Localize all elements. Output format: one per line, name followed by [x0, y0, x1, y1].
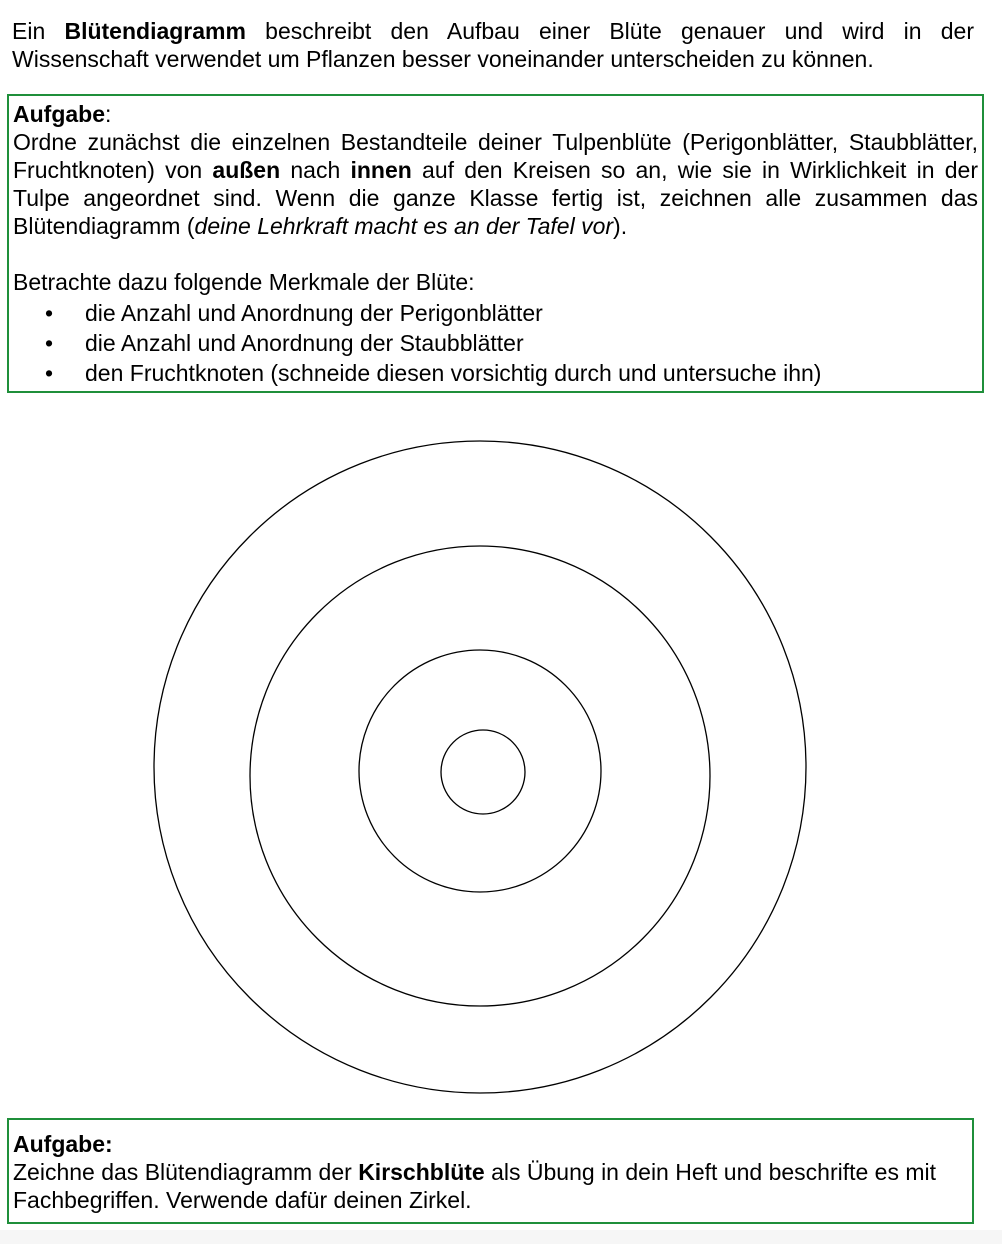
- task1-word-innen: innen: [350, 157, 412, 183]
- task2-text-b: als Übung in dein Heft und beschrifte es mit: [484, 1159, 937, 1185]
- task-box-cherry: [7, 1118, 974, 1224]
- paragraph-spacer: [13, 240, 978, 268]
- circle-outer: [154, 441, 806, 1093]
- bullet-icon: •: [45, 300, 54, 326]
- intro-part1: Ein: [12, 18, 65, 44]
- list-item-text: den Fruchtknoten (schneide diesen vorsichtig durch und untersuche ihn): [85, 360, 822, 386]
- task1-text-d: ).: [613, 213, 628, 239]
- task2-text-a: Zeichne das Blütendiagramm der: [13, 1159, 359, 1185]
- list-item: [13, 328, 978, 358]
- feature-list: [13, 298, 978, 388]
- list-item-text: die Anzahl und Anordnung der Staubblätter: [85, 330, 524, 356]
- page-bottom-strip: [0, 1230, 1002, 1244]
- task1-text-c: auf den Kreisen so an, wie sie in Wirklichkeit in der Tulpe angeordnet sind. Wenn die ganze Klasse fertig ist, zeichnen alle zusammen das Blütendiagramm (: [13, 157, 979, 239]
- circle-inner: [441, 730, 525, 814]
- task1-heading-line: [13, 100, 978, 128]
- circle-second: [250, 546, 710, 1006]
- task2-line1: [13, 1158, 968, 1186]
- bullet-icon: •: [45, 360, 54, 386]
- task1-heading: Aufgabe: [13, 101, 105, 127]
- task-box-tulip: [7, 94, 984, 393]
- task1-text-b: nach: [280, 157, 351, 183]
- bullet-icon: •: [45, 330, 54, 356]
- task1-word-aussen: außen: [212, 157, 281, 183]
- task1-instructions: [13, 128, 978, 240]
- task2-line2: Fachbegriffen. Verwende dafür deinen Zirkel.: [13, 1187, 472, 1213]
- concentric-circles-diagram: [150, 437, 810, 1097]
- intro-part2: beschreibt den Aufbau einer Blüte genauer und wird in der Wissenschaft verwendet um Pflanzen besser voneinander unterscheiden zu können.: [12, 18, 974, 72]
- circle-third: [359, 650, 601, 892]
- task1-heading-colon: :: [105, 101, 112, 127]
- task1-features-intro: Betrachte dazu folgende Merkmale der Blüte:: [13, 269, 475, 295]
- list-item-text: die Anzahl und Anordnung der Perigonblätter: [85, 300, 543, 326]
- task2-word-kirschbluete: Kirschblüte: [358, 1159, 485, 1185]
- list-item: [13, 358, 978, 388]
- task1-italic-note: deine Lehrkraft macht es an der Tafel vor: [194, 213, 614, 239]
- task1-text-a: Ordne zunächst die einzelnen Bestandteile deiner Tulpenblüte (Perigonblätter, Staubblätter, Fruchtknoten) von: [13, 129, 978, 183]
- intro-text: [12, 17, 974, 73]
- intro-term-bluetendiagramm: Blütendiagramm: [64, 18, 246, 44]
- list-item: [13, 298, 978, 328]
- task2-heading: Aufgabe:: [13, 1131, 113, 1157]
